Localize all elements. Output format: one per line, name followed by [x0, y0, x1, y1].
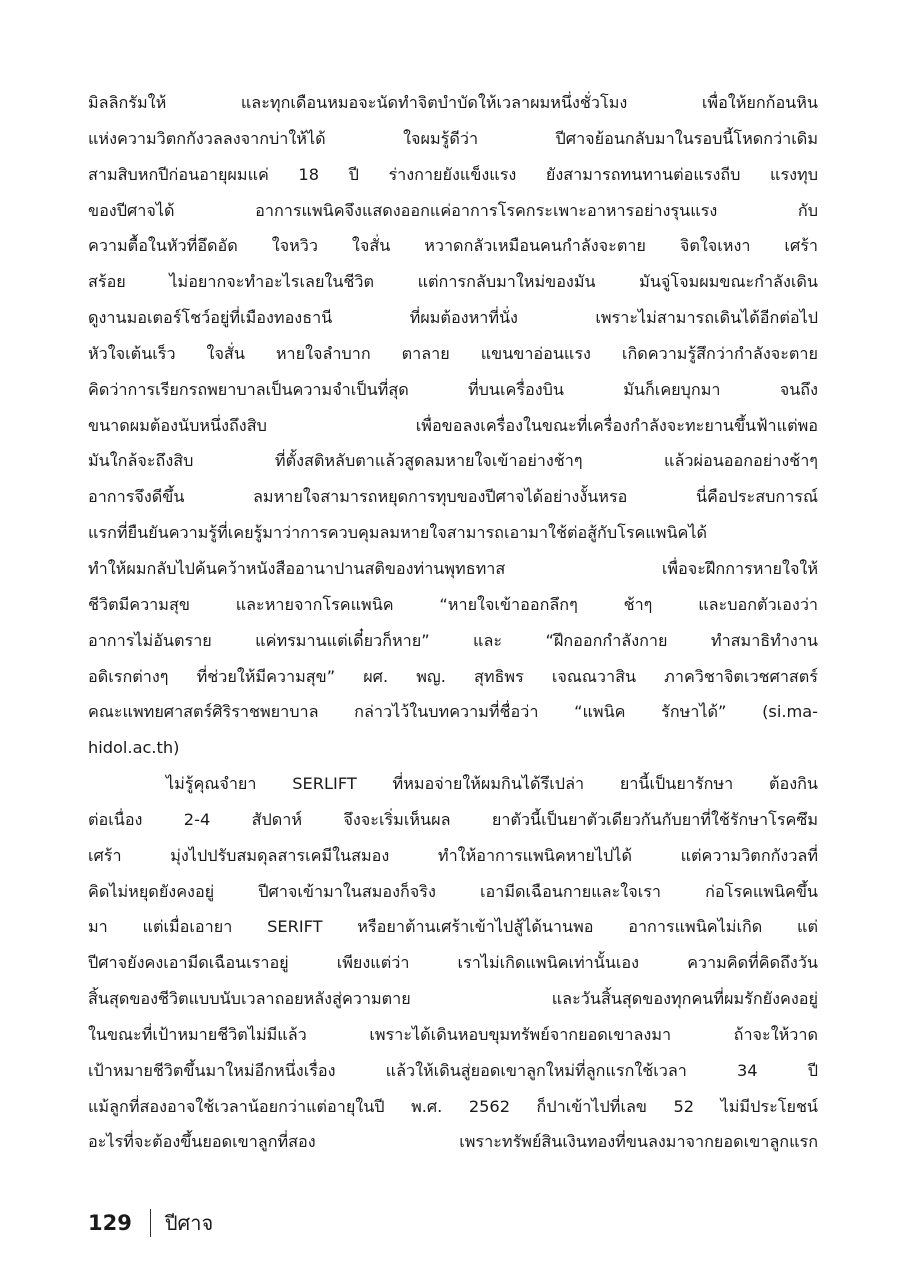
text-line: สามสิบหกปีก่อนอายุผมแค่ 18 ปี ร่างกายยังแข็งแรง ยังสามารถทนทานต่อแรงถีบ แรงทุบ: [88, 164, 818, 184]
text-line: มา แต่เมื่อเอายา SERIFT หรือยาต้านเศร้าเข้าไปสู้ได้นานพอ อาการแพนิคไม่เกิด แต่: [88, 917, 818, 937]
page-footer: [88, 1205, 213, 1241]
text-line: แห่งความวิตกกังวลลงจากบ่าให้ได้ ใจผมรู้ดีว่า ปีศาจย้อนกลับมาในรอบนี้โหดกว่าเดิม: [88, 128, 818, 148]
text-line: hidol.ac.th): [88, 738, 180, 758]
text-line: สร้อย ไม่อยากจะทำอะไรเลยในชีวิต แต่การกลับมาใหม่ของมัน มันจู่โจมผมขณะกำลังเดิน: [88, 272, 818, 292]
text-line: ต่อเนื่อง 2-4 สัปดาห์ จึงจะเริ่มเห็นผล ยาตัวนี้เป็นยาตัวเดียวกันกับยาที่ใช้รักษาโรคซึม: [88, 809, 818, 829]
text-line: ขนาดผมต้องนับหนึ่งถึงสิบ เพื่อขอลงเครื่องในขณะที่เครื่องกำลังจะทะยานขึ้นฟ้าแต่พอ: [88, 415, 818, 435]
text-line: คิดว่าการเรียกรถพยาบาลเป็นความจำเป็นที่สุด ที่บนเครื่องบิน มันก็เคยบุกมา จนถึง: [88, 379, 818, 399]
text-line: มิลลิกรัมให้ และทุกเดือนหมอจะนัดทำจิตบำบัดให้เวลาผมหนึ่งชั่วโมง เพื่อให้ยกก้อนหิน: [88, 93, 818, 112]
paragraph-1: [88, 85, 818, 766]
text-line: อาการไม่อันตราย แค่ทรมานแต่เดี๋ยวก็หาย” และ “ฝึกออกกำลังกาย ทำสมาธิทำงาน: [88, 630, 818, 650]
text-line: เป้าหมายชีวิตขึ้นมาใหม่อีกหนึ่งเรื่อง แล้วให้เดินสู่ยอดเขาลูกใหม่ที่ลูกแรกใช้เวลา 34 ปี: [88, 1060, 818, 1080]
text-line: ชีวิตมีความสุข และหายจากโรคแพนิค “หายใจเข้าออกลึกๆ ช้าๆ และบอกตัวเองว่า: [88, 594, 818, 614]
text-line: อดิเรกต่างๆ ที่ช่วยให้มีความสุข” ผศ. พญ. สุทธิพร เจณณวาสิน ภาควิชาจิตเวชศาสตร์: [88, 666, 818, 686]
text-line: อะไรที่จะต้องขึ้นยอดเขาลูกที่สอง เพราะทรัพย์สินเงินทองที่ขนลงมาจากยอดเขาลูกแรก: [88, 1132, 818, 1152]
text-line: ของปีศาจได้ อาการแพนิคจึงแสดงออกแค่อาการโรคกระเพาะอาหารอย่างรุนแรง กับ: [88, 200, 818, 220]
page-number: 129: [88, 1211, 132, 1235]
text-line: เศร้า มุ่งไปปรับสมดุลสารเคมีในสมอง ทำให้อาการแพนิคหายไปได้ แต่ความวิตกกังวลที่: [88, 845, 818, 865]
body-text: [88, 85, 818, 1160]
text-line: แรกที่ยืนยันความรู้ที่เคยรู้มาว่าการควบคุมลมหายใจสามารถเอามาใช้ต่อสู้กับโรคแพนิคได้: [88, 523, 708, 543]
paragraph-2: [88, 766, 818, 1160]
text-line: อาการจึงดีขึ้น ลมหายใจสามารถหยุดการทุบของปีศาจได้อย่างงั้นหรอ นี่คือประสบการณ์: [88, 487, 818, 507]
text-line: คิดไม่หยุดยังคงอยู่ ปีศาจเข้ามาในสมองก็จริง เอามีดเฉือนกายและใจเรา ก่อโรคแพนิคขึ้น: [88, 881, 818, 901]
text-line: แม้ลูกที่สองอาจใช้เวลาน้อยกว่าแต่อายุในปี พ.ศ. 2562 ก็ปาเข้าไปที่เลข 52 ไม่มีประโยชน์: [88, 1096, 818, 1116]
text-line: ความตื้อในหัวที่อึดอัด ใจหวิว ใจสั่น หวาดกลัวเหมือนคนกำลังจะตาย จิตใจเหงา เศร้า: [88, 236, 818, 256]
text-line: หัวใจเต้นเร็ว ใจสั่น หายใจลำบาก ตาลาย แขนขาอ่อนแรง เกิดความรู้สึกว่ากำลังจะตาย: [88, 343, 818, 363]
text-line: ไม่รู้คุณจำยา SERLIFT ที่หมอจ่ายให้ผมกินได้รึเปล่า ยานี้เป็นยารักษา ต้องกิน: [166, 774, 818, 794]
text-line: สิ้นสุดของชีวิตแบบนับเวลาถอยหลังสู่ความตาย และวันสิ้นสุดของทุกคนที่ผมรักยังคงอยู่: [88, 989, 818, 1009]
footer-divider: [150, 1209, 151, 1237]
text-line: ทำให้ผมกลับไปค้นคว้าหนังสืออานาปานสติของท่านพุทธทาส เพื่อจะฝึกการหายใจให้: [88, 558, 818, 578]
running-title: ปีศาจ: [164, 1211, 214, 1235]
text-line: คณะแพทยศาสตร์ศิริราชพยาบาล กล่าวไว้ในบทความที่ชื่อว่า “แพนิค รักษาได้” (si.ma-: [88, 702, 818, 722]
text-line: ในขณะที่เป้าหมายชีวิตไม่มีแล้ว เพราะได้เดินหอบขุมทรัพย์จากยอดเขาลงมา ถ้าจะให้วาด: [88, 1024, 818, 1044]
text-line: ดูงานมอเตอร์โชว์อยู่ที่เมืองทองธานี ที่ผมต้องหาที่นั่ง เพราะไม่สามารถเดินได้อีกต่อไป: [88, 308, 818, 328]
text-line: มันใกล้จะถึงสิบ ที่ตั้งสติหลับตาแล้วสูดลมหายใจเข้าอย่างช้าๆ แล้วผ่อนออกอย่างช้าๆ: [88, 451, 818, 471]
text-line: ปีศาจยังคงเอามีดเฉือนเราอยู่ เพียงแต่ว่า เราไม่เกิดแพนิคเท่านั้นเอง ความคิดที่คิดถึงวัน: [88, 953, 818, 973]
